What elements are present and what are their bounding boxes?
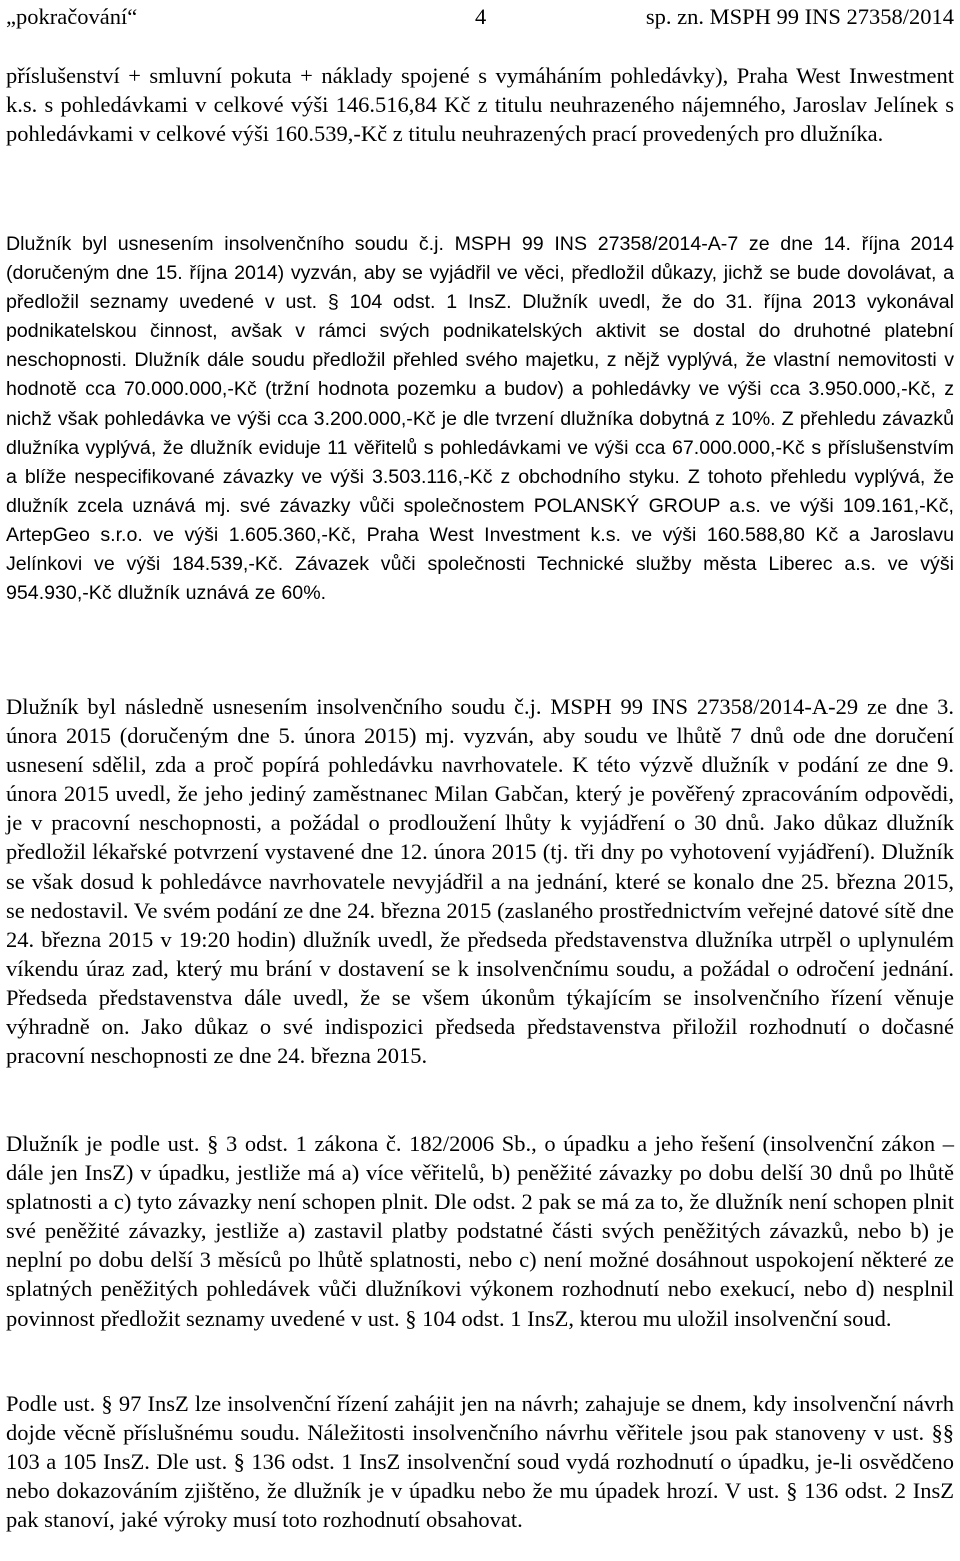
paragraph-insolvency-definition: Dlužník je podle ust. § 3 odst. 1 zákona č. 182/2006 Sb., o úpadku a jeho řešení (insolvenční zákon – dále jen InsZ) v úpadku, jestliže má a) více věřitelů, b) peněžité závazky po dobu delší 30 dnů po lhůtě splatnosti a c) tyto závazky není schopen plnit. Dle odst. 2 pak se má za to, že dlužník není schopen plnit své peněžité závazky, jestliže a) zastavil platby podstatné části svých peněžitých závazků, nebo b) je neplní po dobu delší 3 měsíců po lhůtě splatnosti, nebo c) není možné dosáhnout uspokojení některé ze splatných peněžitých pohledávek vůči dlužníkovi výkonem rozhodnutí nebo exekucí, nebo d) nesplnil povinnost předložit seznamy uvedené v ust. § 104 odst. 1 InsZ, kterou mu uložil insolvenční soud. bbox=[6, 1131, 954, 1331]
paragraph-debtor-summons: Dlužník byl následně usnesením insolvenčního soudu č.j. MSPH 99 INS 27358/2014-A-29 ze dne 3. února 2015 (doručeným dne 5. února 2015) mj. vyzván, aby soudu ve lhůtě 7 dnů ode dne doručení usnesení sdělil, zda a proč popírá pohledávku navrhovatele. K této výzvě dlužník v podání ze dne 9. února 2015 uvedl, že jeho jediný zaměstnanec Milan Gabčan, který je pověřený zpracováním odpovědi, je v pracovní neschopnosti, a požádal o prodloužení lhůty k vyjádření o 30 dnů. Jako důkaz dlužník předložil lékařské potvrzení vystavené dne 12. února 2015 (tj. tři dny po vyhotovení vyjádření). Dlužník se však dosud k pohledávce navrhovatele nevyjádřil a na jednání, které se konalo dne 25. března 2015, se nedostavil. Ve svém podání ze dne 24. března 2015 (zaslaného prostřednictvím veřejné datové sítě dne 24. března 2015 v 19:20 hodin) dlužník uvedl, že předseda představenstva dlužníka utrpěl o uplynulém víkendu úraz zad, který mu brání v dostavení se k insolvenčnímu soudu, a požádal o odročení jednání. Předseda představenstva dále uvedl, že se všem úkonům týkajícím se insolvenčního řízení věnuje výhradně on. Jako důkaz o své indispozici předseda představenstva přiložil rozhodnutí o dočasné pracovní neschopnosti ze dne 24. března 2015. bbox=[6, 694, 954, 1069]
page-header bbox=[6, 2, 954, 32]
case-number: sp. zn. MSPH 99 INS 27358/2014 bbox=[645, 4, 954, 29]
paragraph-legal-procedure: Podle ust. § 97 InsZ lze insolvenční řízení zahájit jen na návrh; zahajuje se dnem, kdy insolvenční návrh dojde věcně příslušnému soudu. Náležitosti insolvenčního návrhu věřitele jsou pak stanoveny v ust. §§ 103 a 105 InsZ. Dle ust. § 136 odst. 1 InsZ insolvenční soud vydá rozhodnutí o úpadku, je-li osvědčeno nebo dokazováním zjištěno, že dlužník je v úpadku nebo že mu úpadek hrozí. V ust. § 136 odst. 2 InsZ pak stanoví, jaké výroky musí toto rozhodnutí obsahovat. bbox=[6, 1391, 954, 1533]
continuation-label: „pokračování“ bbox=[6, 4, 138, 29]
paragraph-debtor-statement: Dlužník byl usnesením insolvenčního soudu č.j. MSPH 99 INS 27358/2014-A-7 ze dne 14. října 2014 (doručeným dne 15. října 2014) vyzván, aby se vyjádřil ve věci, předložil důkazy, jichž se bude dovolávat, a předložil seznamy uvedené v ust. § 104 odst. 1 InsZ. Dlužník uvedl, že do 31. října 2013 vykonával podnikatelskou činnost, avšak v rámci svých podnikatelských aktivit se dostal do druhotné platební neschopnosti. Dlužník dále soudu předložil přehled svého majetku, z nějž vyplývá, že vlastní nemovitosti v hodnotě cca 70.000.000,-Kč (tržní hodnota pozemku a budov) a pohledávky ve výši cca 3.950.000,-Kč, z nichž však pohledávka ve výši cca 3.200.000,-Kč je dle tvrzení dlužníka dobytná z 10%. Z přehledu závazků dlužníka vyplývá, že dlužník eviduje 11 věřitelů s pohledávkami ve výši cca 67.000.000,-Kč s příslušenstvím a blíže nespecifikované závazky ve výši 3.503.116,-Kč z obchodního styku. Z tohoto přehledu vyplývá, že dlužník zcela uznává mj. své závazky vůči společnostem POLANSKÝ GROUP a.s. ve výši 109.161,-Kč, ArtepGeo s.r.o. ve výši 1.605.360,-Kč, Praha West Investment k.s. ve výši 160.588,80 Kč a Jaroslavu Jelínkovi ve výši 184.539,-Kč. Závazek vůči společnosti Technické služby města Liberec a.s. ve výši 954.930,-Kč dlužník uznává ze 60%. bbox=[6, 233, 954, 605]
paragraph-creditors-continued: příslušenství + smluvní pokuta + náklady spojené s vymáháním pohledávky), Praha West Inwestment k.s. s pohledávkami v celkové výši 146.516,84 Kč z titulu neuhrazeného nájemného, Jaroslav Jelínek s pohledávkami v celkové výši 160.539,-Kč z titulu neuhrazených prací provedených pro dlužníka. bbox=[6, 63, 954, 147]
page-number: 4 bbox=[475, 4, 487, 29]
